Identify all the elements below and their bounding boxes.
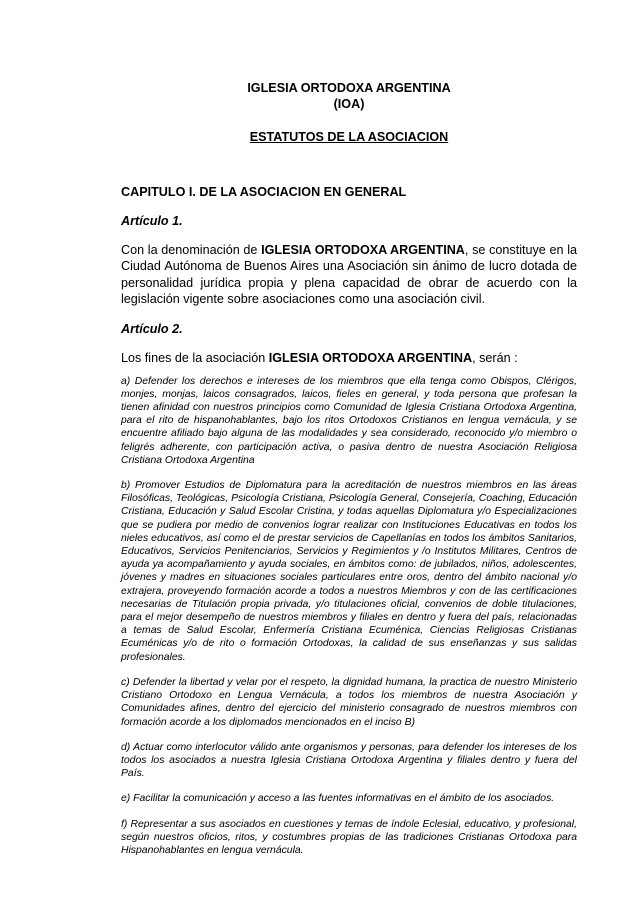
chapter-heading: CAPITULO I. DE LA ASOCIACION EN GENERAL	[121, 185, 407, 199]
article-2-org-name: IGLESIA ORTODOXA ARGENTINA	[268, 350, 473, 365]
article-2-item-c: c) Defender la libertad y velar por el respeto, la dignidad humana, la practica de nuestro Ministerio Cristiano Ortodoxo en Lengua Vernácula, a todos los miembros de nuestra Asociación y Comunidades afines, dentro del ejercicio del ministerio consagrado de nuestros miembros con formación acorde a los diplomados mencionados en el inciso B)	[121, 676, 577, 728]
article-2-intro-end: , serán :	[472, 350, 518, 365]
statutes-heading: ESTATUTOS DE LA ASOCIACION	[249, 130, 449, 144]
article-2-item-b: b) Promover Estudios de Diplomatura para la acreditación de nuestros miembros en las áreas Filosóficas, Teológicas, Psicología Cristiana, Psicología General, Consejería, Coaching, Educación Cristiana, Educación y Salud Escolar Cristina, y todas aquellas Diplomatura y/o Especializaciones que se pudiera por medio de convenios lograr realizar con Instituciones Educativas en todos los nieles educativos, así como el de prestar servicios de Capellanías en todos los ámbitos Sanitarios, Educativos, Servicios Penitenciarios, Servicios y Regimientos y /o Institutos Militares, Centros de ayuda ya acompañamiento y ayuda sociales, en ámbitos como: de jubilados, niños, adolescentes, jóvenes y madres en situaciones sociales particulares entre oros, dentro del ámbito nacional y/o extrajera, proveyendo formación acorde a todos a nuestros Miembros y con de las certificaciones necesarias de Titulación propia privada, y/o titulaciones oficial, convenios de doble titulaciones, para el mejor desempeño de nuestros miembros y filiales en dentro y fuera del país, relacionadas a temas de Salud Escolar, Enfermería Cristiana Ecuménica, Ciencias Religiosas Cristianas Ecuménicas y/o de rito o formación Ortodoxas, la calidad de sus enseñanzas y sus salidas profesionales.	[121, 480, 577, 663]
document-title: IGLESIA ORTODOXA ARGENTINA	[247, 81, 451, 95]
article-1-text-end: , se constituye en la Ciudad Autónoma de Buenos Aires una Asociación sin ánimo de lucro dotada de personalidad jurídica propia y plena capacidad de obrar de acuerdo con la legislación vigente sobre asociaciones como una asociación civil.	[121, 243, 578, 307]
article-2-heading: Artículo 2.	[121, 321, 183, 336]
document-subtitle: (IOA)	[333, 97, 365, 111]
article-2-item-d: d) Actuar como interlocutor válido ante organismos y personas, para defender los intereses de los todos los asociados a nuestra Iglesia Cristiana Ortodoxa Argentina y filiales dentro y fuera del País.	[121, 741, 577, 780]
article-2-item-e: e) Facilitar la comunicación y acceso a las fuentes informativas en el ámbito de los asociados.	[121, 793, 555, 805]
article-2-item-f: f) Representar a sus asociados en cuestiones y temas de índole Eclesial, educativo, y profesional, según nuestros oficios, ritos, y costumbres propias de las tradiciones Cristianas Ortodoxa para Hispanohablantes en lengua vernácula.	[121, 818, 577, 856]
article-2-intro-start: Los fines de la asociación	[121, 350, 269, 365]
article-1-org-name: IGLESIA ORTODOXA ARGENTINA	[261, 243, 465, 257]
article-1-text	[121, 242, 577, 308]
article-2-item-a: a) Defender los derechos e intereses de los miembros que ella tenga como Obispos, Clérigos, monjes, monjas, laicos consagrados, laicos, fieles en general, y toda persona que profesan la tienen afinidad con nuestros principios como Comunidad de Iglesia Cristiana Ortodoxa Argentina, para el rito de hispanohablantes, bajo los ritos Ortodoxos Cristianos en lengua vernácula, y se encuentre afiliado bajo alguna de las modalidades y sea considerado, reconocido y/o miembro o feligrés adherente, con participación activa, o pasiva dentro de nuestra Asociación Religiosa Cristiana Ortodoxa Argentina	[121, 375, 577, 466]
article-1-text-start: Con la denominación de	[121, 243, 262, 257]
article-1-heading: Artículo 1.	[121, 214, 183, 228]
article-2-intro	[121, 350, 577, 366]
document-page	[121, 80, 577, 857]
